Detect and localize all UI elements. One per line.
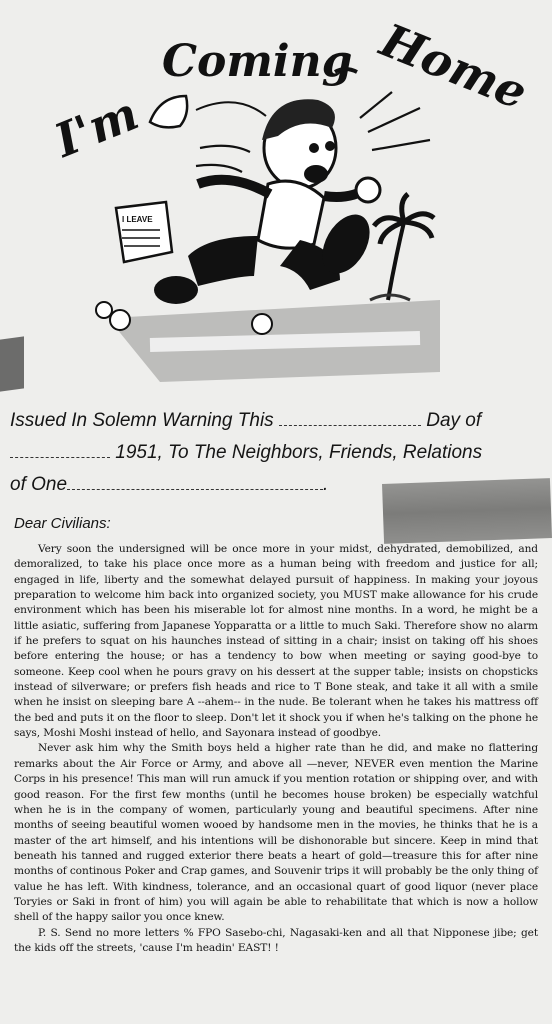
paragraph-1: Very soon the undersigned will be once more in your midst, dehydrated, demobilized, and demoralized, to take his place once more as a human being with freedom and justice for all; engaged in life, liberty and the somewhat delayed pursuit of happiness. In making your joyous preparation to welcome him back into organized society, you MUST make allowance for his crude environment which has been his miserable lot for almost nine months. In a word, he might be a little asiatic, suffering from Japanese Yopparatta or a little to much Saki. Therefore show no alarm if he prefers to squat on his haunches instead of sitting in a chair; insist on taking off his shoes before entering the house; or has a tendency to bow when meeting or saying good-bye to someone. Keep cool when he pours gravy on his dessert at the supper table; insists on chopsticks instead of silverware; or prefers fish heads and rice to T Bone steak, and take it all with a smile when he insist on sleeping bare A --ahem-- in the nude. Be tolerant when he takes his mattress off the bed and puts it on the floor to sleep. Don't let it shock you if when he's talking on the phone he says, Moshi Moshi instead of hello, and Sayonara instead of goodbye. xyxy=(14,543,538,740)
flying-hat-icon xyxy=(150,96,266,127)
issued-line-2 xyxy=(10,442,540,464)
tape-strip-left xyxy=(0,336,24,391)
greeting: Dear Civilians: xyxy=(14,515,111,532)
leave-paper-text: I LEAVE xyxy=(122,215,153,224)
title-home: Home xyxy=(373,12,535,120)
issued-line-2-text: 1951, To The Neighbors, Friends, Relations xyxy=(115,442,483,463)
day-blank-field xyxy=(10,443,110,458)
date-blank-field xyxy=(279,411,421,426)
paragraph-postscript: P. S. Send no more letters % FPO Sasebo-chi, Nagasaki-ken and all that Nipponese jibe; get the kids off the streets, 'cause I'm headin' EAST! ! xyxy=(14,926,538,954)
issued-line-1 xyxy=(10,410,540,432)
issued-line-3-text: of One xyxy=(10,474,68,495)
palm-tree-icon xyxy=(370,194,434,300)
ground-highlight xyxy=(150,338,420,345)
issued-line-1-text: Issued In Solemn Warning This xyxy=(10,410,274,431)
title-im: I'm xyxy=(47,86,146,168)
leave-paper-icon xyxy=(116,202,172,262)
header-illustration xyxy=(0,0,552,400)
name-blank-field xyxy=(67,475,323,490)
issued-line-1-end: Day of xyxy=(426,410,482,431)
paragraph-2: Never ask him why the Smith boys held a higher rate than he did, and make no flattering remarks about the Air Force or Army, and above all —never, NEVER even mention the Marine Corps in his presence! This man will run amuck if you mention rotation or shipping over, and with good reason. For the first few months (until he becomes house broken) be especially watchful when he is in the company of women, particularly young and beautiful specimens. After nine months of seeing beautiful women wooed by handsome men in the movies, he thinks that he is a master of the art himself, and his intentions will be dishonorable but sincere. Keep in mind that beneath his tanned and rugged exterior there beats a heart of gold—treasure this for after nine months of continous Poker and Crap games, and Souvenir trips it will probably be the only thing of value he has left. With kindness, tolerance, and an occasional quart of good liquor (never place Toryies or Saki in front of him) you will again be able to rehabilitate that which is now a hollow shell of the happy sailor you once knew. xyxy=(14,742,538,924)
title-coming: Coming xyxy=(162,36,353,87)
issued-line-3: of One . xyxy=(10,474,329,495)
letter-body xyxy=(14,542,538,956)
